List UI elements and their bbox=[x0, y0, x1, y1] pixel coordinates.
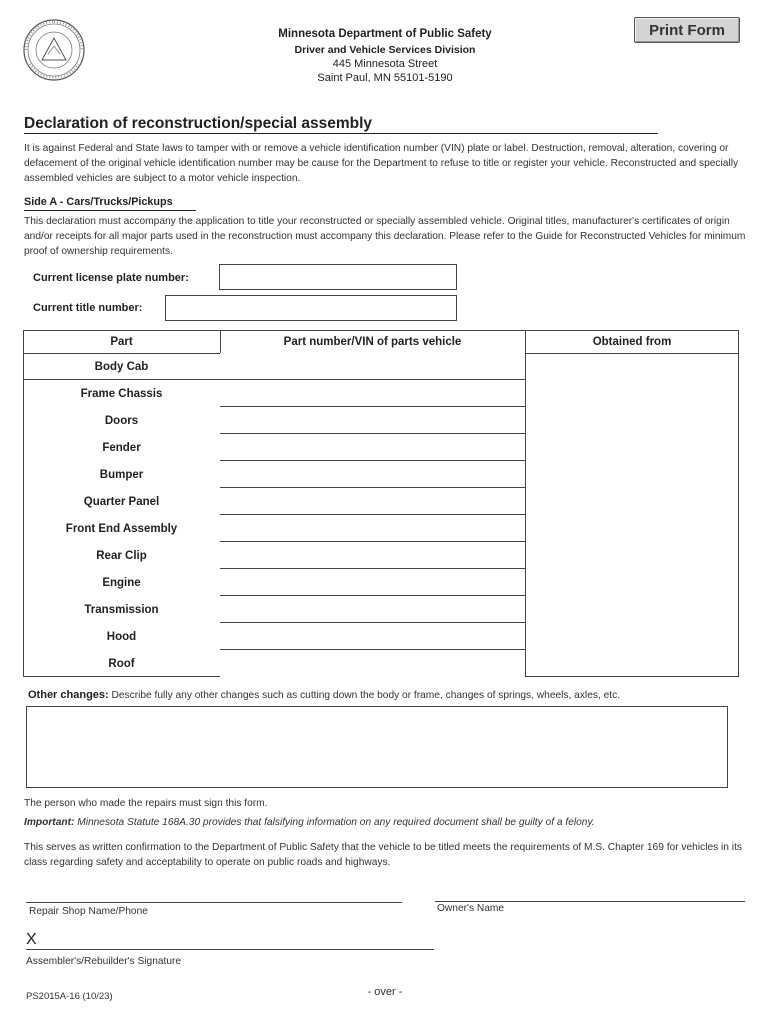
other-changes-textarea[interactable] bbox=[26, 706, 728, 788]
header-obtained-from: Obtained from bbox=[592, 335, 672, 348]
part-number-input-fender[interactable] bbox=[220, 434, 525, 461]
over-indicator: - over - bbox=[367, 986, 403, 998]
part-number-input-quarter-panel[interactable] bbox=[220, 488, 525, 515]
part-number-input-frame-chassis[interactable] bbox=[220, 380, 525, 407]
part-name-frame-chassis: Frame Chassis bbox=[80, 387, 163, 400]
side-a-paragraph: This declaration must accompany the application to title your reconstructed or specially assembled vehicle. Original titles, manufacturer's certificates of origin and/or receipts for all major parts used in the reconstruction must accompany this declaration. Please refer to the Guide for Reconstructed Vehicles for minimum proof of ownership requirements. bbox=[24, 216, 746, 257]
confirmation-paragraph: This serves as written confirmation to the Department of Public Safety that the vehicle to be titled meets the requirements of M.S. Chapter 169 for vehicles in its class regarding safety and acceptability to operate on public roads and highways. bbox=[24, 842, 742, 868]
intro-paragraph: It is against Federal and State laws to tamper with or remove a vehicle identification number (VIN) plate or label. Destruction, removal, alteration, covering or defacement of the original vehicle identification number may be cause for the Department to refuse to title or register your vehicle. Reconstructed and specially assembled vehicles are subject to a motor vehicle inspection. bbox=[24, 143, 739, 184]
part-number-input-body-cab[interactable] bbox=[220, 353, 525, 380]
header-part: Part bbox=[110, 335, 133, 348]
header-part-number: Part number/VIN of parts vehicle bbox=[283, 335, 462, 348]
side-a-heading: Side A - Cars/Trucks/Pickups bbox=[24, 196, 173, 208]
assembler-signature-label: Assembler's/Rebuilder's Signature bbox=[26, 956, 182, 967]
title-divider bbox=[24, 133, 658, 134]
assembler-signature-field[interactable] bbox=[26, 949, 434, 950]
owner-name-field[interactable] bbox=[435, 901, 745, 902]
minnesota-state-seal-icon bbox=[22, 18, 86, 82]
owner-name-label: Owner's Name bbox=[437, 903, 505, 914]
other-changes-line bbox=[28, 689, 748, 701]
agency-name: Minnesota Department of Public Safety bbox=[278, 28, 492, 40]
street-address: 445 Minnesota Street bbox=[332, 58, 438, 70]
important-label: Important: bbox=[24, 817, 75, 828]
license-plate-input[interactable] bbox=[219, 264, 457, 290]
part-name-fender: Fender bbox=[102, 441, 141, 454]
repair-shop-label: Repair Shop Name/Phone bbox=[29, 906, 148, 917]
other-changes-label: Other changes: bbox=[28, 689, 109, 701]
part-name-doors: Doors bbox=[104, 414, 139, 427]
division-name: Driver and Vehicle Services Division bbox=[294, 44, 476, 56]
part-number-input-bumper[interactable] bbox=[220, 461, 525, 488]
part-name-body-cab: Body Cab bbox=[94, 360, 149, 373]
part-number-input-front-end-assembly[interactable] bbox=[220, 515, 525, 542]
part-name-bumper: Bumper bbox=[99, 468, 144, 481]
part-number-input-transmission[interactable] bbox=[220, 596, 525, 623]
part-number-input-rear-clip[interactable] bbox=[220, 542, 525, 569]
form-id: PS2015A-16 (10/23) bbox=[26, 991, 113, 1002]
important-note bbox=[24, 817, 595, 828]
part-name-quarter-panel: Quarter Panel bbox=[83, 495, 160, 508]
part-number-input-engine[interactable] bbox=[220, 569, 525, 596]
part-name-hood: Hood bbox=[106, 630, 137, 643]
print-form-button[interactable]: Print Form bbox=[634, 17, 740, 43]
title-number-input[interactable] bbox=[165, 295, 457, 321]
part-number-input-doors[interactable] bbox=[220, 407, 525, 434]
form-title: Declaration of reconstruction/special assembly bbox=[24, 115, 373, 132]
part-name-transmission: Transmission bbox=[84, 603, 159, 616]
part-name-rear-clip: Rear Clip bbox=[96, 549, 147, 562]
city-address: Saint Paul, MN 55101-5190 bbox=[317, 72, 453, 84]
important-text: Minnesota Statute 168A.30 provides that falsifying information on any required document shall be guilty of a felony. bbox=[74, 817, 595, 828]
sign-note: The person who made the repairs must sign this form. bbox=[24, 798, 268, 809]
obtained-from-input[interactable] bbox=[526, 354, 738, 676]
side-a-underline bbox=[24, 210, 196, 211]
part-number-input-hood[interactable] bbox=[220, 623, 525, 650]
title-number-label: Current title number: bbox=[33, 302, 143, 314]
part-name-engine: Engine bbox=[102, 576, 141, 589]
other-changes-instructions: Describe fully any other changes such as cutting down the body or frame, changes of springs, wheels, axles, etc. bbox=[108, 690, 621, 701]
part-name-roof: Roof bbox=[108, 657, 135, 670]
part-number-input-roof[interactable] bbox=[220, 650, 525, 677]
license-plate-label: Current license plate number: bbox=[33, 272, 189, 284]
repair-shop-field[interactable] bbox=[26, 902, 402, 903]
signature-x-mark: X bbox=[26, 931, 37, 948]
part-name-front-end-assembly: Front End Assembly bbox=[65, 522, 178, 535]
